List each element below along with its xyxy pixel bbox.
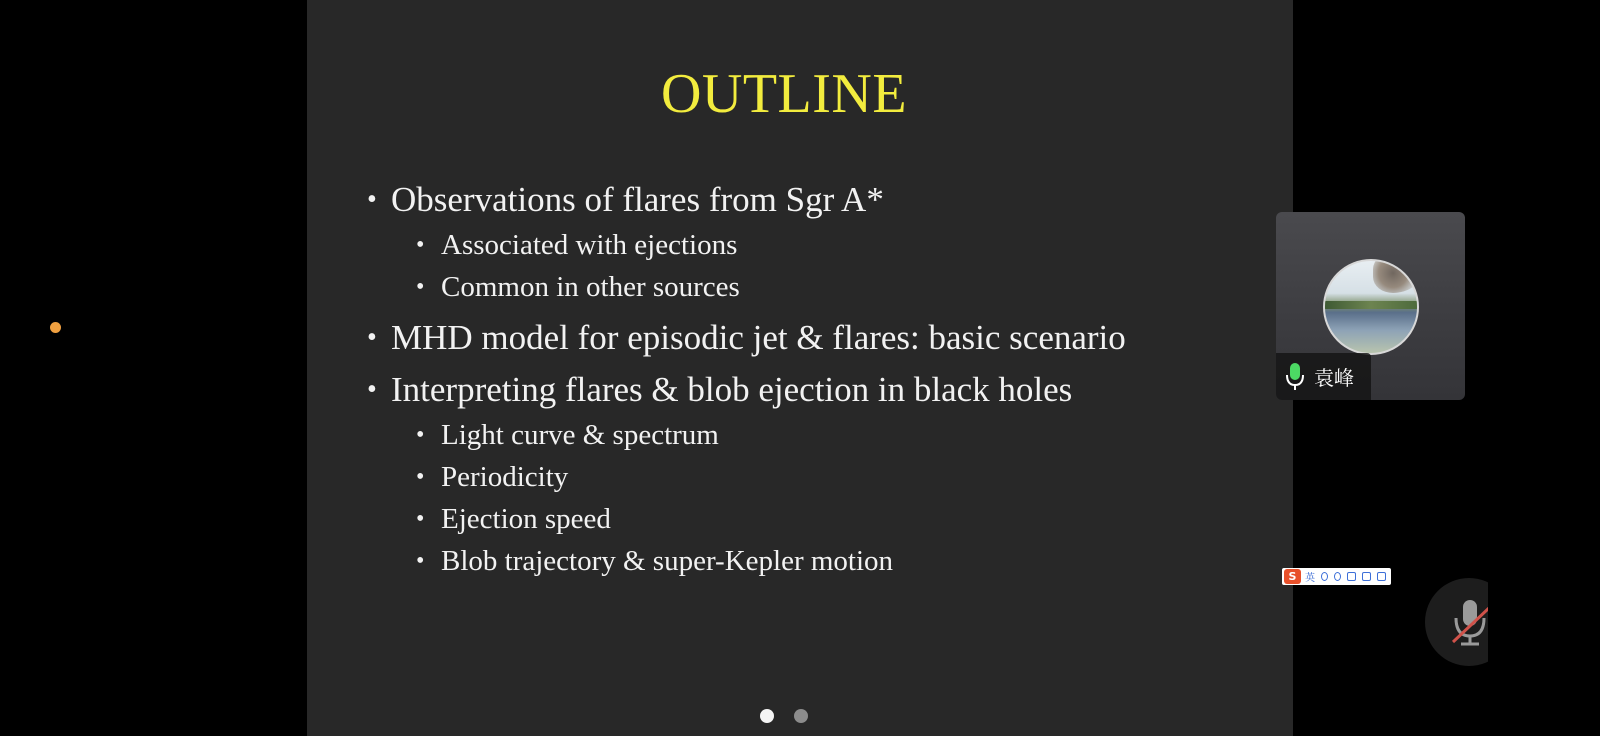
mute-button-clip xyxy=(1400,560,1488,680)
microphone-icon xyxy=(1284,362,1306,392)
bullet-text: MHD model for episodic jet & flares: basic scenario xyxy=(391,318,1126,357)
avatar-tree-shape xyxy=(1373,259,1419,293)
sub-list xyxy=(391,414,1126,582)
bullet-text: Interpreting flares & blob ejection in black holes xyxy=(391,370,1073,409)
page-indicator xyxy=(291,707,1277,725)
sub-bullet: • Common in other sources xyxy=(416,266,1126,308)
ime-language-toggle[interactable]: 英 xyxy=(1305,573,1315,584)
avatar xyxy=(1323,259,1419,355)
sub-bullet: • Periodicity xyxy=(416,456,1126,498)
participant-tile[interactable] xyxy=(1276,212,1465,400)
mute-button[interactable] xyxy=(1425,578,1488,666)
sub-bullet: • Light curve & spectrum xyxy=(416,414,1126,456)
microphone-muted-icon xyxy=(1451,598,1488,648)
outline-list xyxy=(367,178,1126,586)
bullet-observations xyxy=(367,178,1126,308)
ime-voice-icon[interactable] xyxy=(1334,572,1341,581)
avatar-shore-shape xyxy=(1325,301,1417,309)
bullet-mhd-model xyxy=(367,316,1126,360)
page-dot-2[interactable] xyxy=(794,709,808,723)
bullet-interpreting xyxy=(367,368,1126,582)
participant-name-tag xyxy=(1276,353,1371,400)
shared-slide xyxy=(307,0,1293,736)
sub-list xyxy=(391,224,1126,308)
ime-keyboard-icon[interactable] xyxy=(1347,572,1356,581)
sub-bullet: • Associated with ejections xyxy=(416,224,1126,266)
ime-punctuation-icon[interactable] xyxy=(1321,572,1328,581)
ime-logo-icon[interactable]: S xyxy=(1284,569,1301,584)
ime-skin-icon[interactable] xyxy=(1362,572,1371,581)
sub-bullet: • Ejection speed xyxy=(416,498,1126,540)
slide-title: OUTLINE xyxy=(660,63,908,125)
ime-toolbar[interactable] xyxy=(1282,568,1391,585)
recording-indicator-dot xyxy=(50,322,61,333)
participant-name: 袁峰 xyxy=(1314,366,1354,390)
sub-bullet: • Blob trajectory & super-Kepler motion xyxy=(416,540,1126,582)
ime-toolbox-icon[interactable] xyxy=(1377,572,1386,581)
bullet-text: Observations of flares from Sgr A* xyxy=(391,180,884,219)
page-dot-1[interactable] xyxy=(760,709,774,723)
